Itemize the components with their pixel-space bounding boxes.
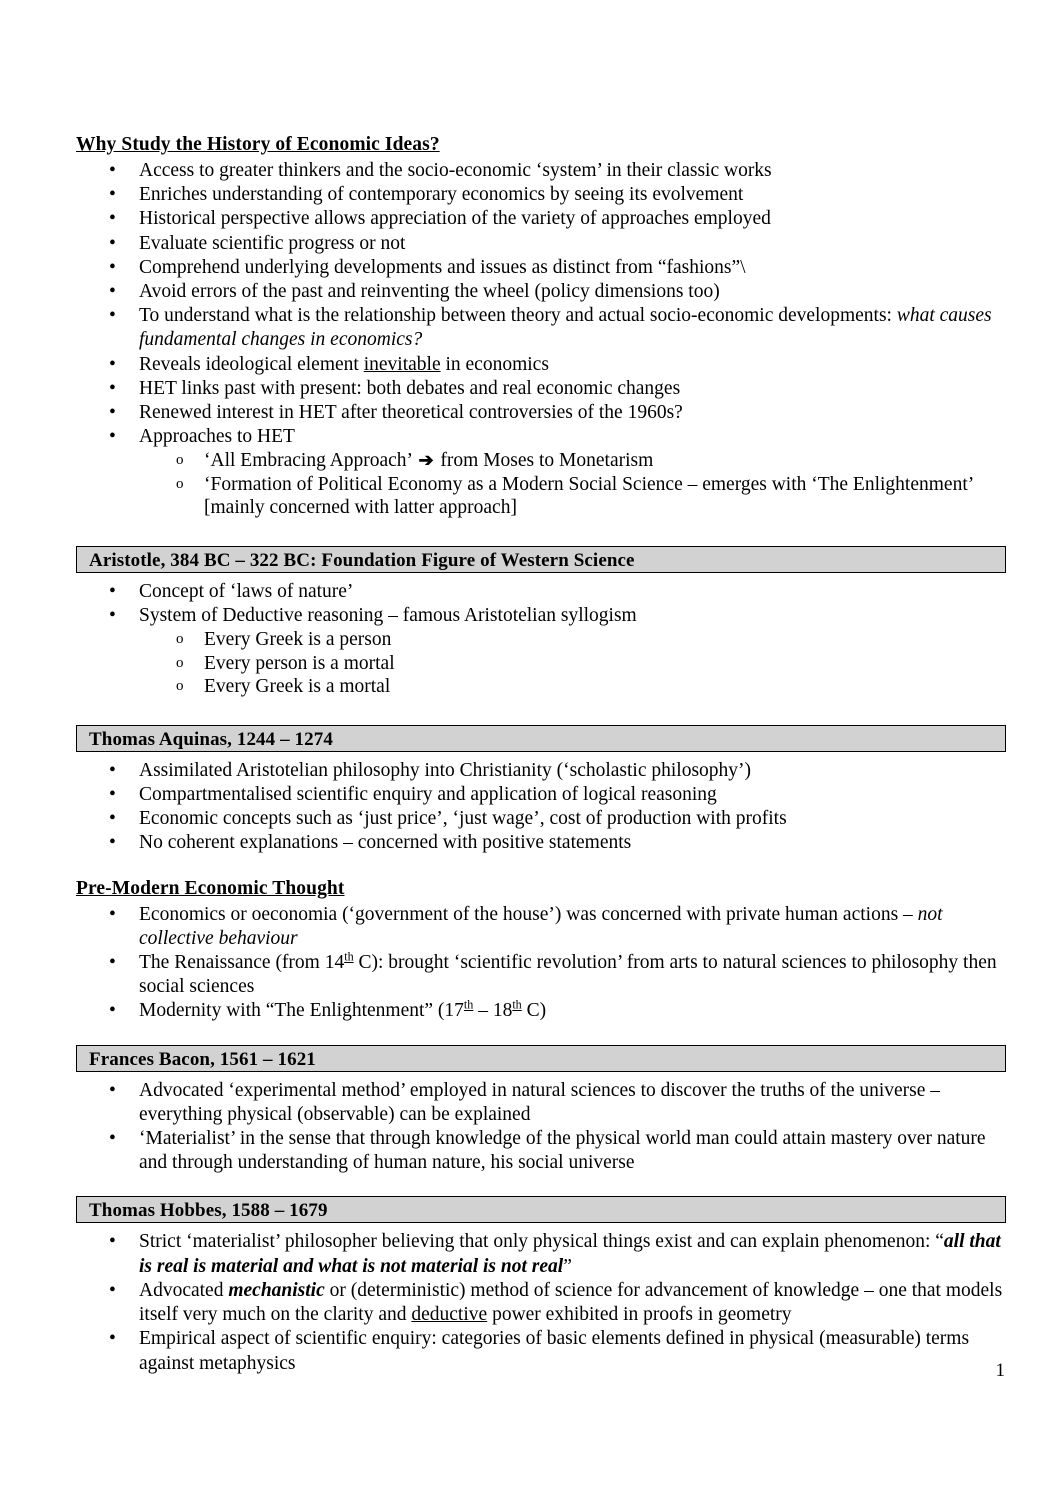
list-item-text: Avoid errors of the past and reinventing the wheel (policy dimensions too)	[139, 281, 720, 303]
circle-bullet-icon: o	[176, 631, 184, 648]
list-item	[76, 232, 1008, 256]
list-item-text: Evaluate scientific progress or not	[139, 232, 406, 254]
list-item-text-mid: – 18	[473, 1000, 513, 1022]
list-item	[76, 256, 1008, 280]
bullet-icon: •	[109, 281, 116, 303]
bullet-icon: •	[109, 759, 116, 781]
bullet-icon: •	[109, 426, 116, 448]
list-item-text: The Renaissance (from 14	[139, 952, 345, 974]
list-item-emphasis: not collective behaviour	[139, 903, 943, 949]
ordinal-suffix: th	[463, 997, 474, 1012]
list-item	[76, 353, 1008, 377]
spacer	[76, 1175, 1008, 1196]
bullet-icon: •	[109, 353, 116, 375]
syllogism-sublist	[139, 628, 1008, 699]
list-item	[76, 280, 1008, 304]
bullet-icon: •	[109, 1079, 116, 1101]
bullet-icon: •	[109, 184, 116, 206]
list-item-quote: all that is real is material and what is not material is not real	[139, 1231, 1001, 1277]
bacon-bullet-list	[76, 1079, 1008, 1176]
list-item	[76, 759, 1008, 783]
list-item-text: Renewed interest in HET after theoretical controversies of the 1960s?	[139, 402, 683, 424]
list-item-text-tail: ”	[563, 1255, 572, 1277]
list-item	[76, 401, 1008, 425]
page-number: 1	[995, 1360, 1005, 1381]
list-item	[76, 1127, 1008, 1175]
sub-list-item	[139, 675, 1008, 699]
list-item-text: Reveals ideological element	[139, 353, 364, 375]
list-item-emphasis: mechanistic	[228, 1279, 325, 1301]
list-item	[76, 183, 1008, 207]
circle-bullet-icon: o	[176, 678, 184, 695]
sub-list-item	[139, 449, 1008, 473]
list-item-text: Advocated	[139, 1279, 229, 1301]
section-header-bacon: Frances Bacon, 1561 – 1621	[76, 1045, 1006, 1072]
list-item-text: Approaches to HET	[139, 426, 295, 448]
bullet-icon: •	[109, 402, 116, 424]
approaches-sublist	[139, 449, 1008, 520]
list-item-text: Advocated ‘experimental method’ employed in natural sciences to discover the truths of the universe – everything physical (observable) can be explained	[139, 1079, 941, 1125]
list-item	[76, 304, 1008, 352]
bullet-icon: •	[109, 208, 116, 230]
sub-list-item-text: Every Greek is a person	[204, 629, 392, 651]
list-item	[76, 1079, 1008, 1127]
list-item-text: Empirical aspect of scientific enquiry: categories of basic elements defined in physical (measurable) terms against metaphysics	[139, 1328, 970, 1374]
list-item	[76, 604, 1008, 699]
list-item-text: Access to greater thinkers and the socio-economic ‘system’ in their classic works	[139, 160, 772, 181]
spacer	[76, 1072, 1008, 1079]
list-item	[76, 831, 1008, 855]
bullet-icon: •	[109, 1328, 116, 1350]
ordinal-suffix: th	[512, 997, 522, 1012]
page-title: Why Study the History of Economic Ideas?	[76, 134, 440, 155]
list-item-text: Compartmentalised scientific enquiry and application of logical reasoning	[139, 784, 717, 806]
list-item	[76, 783, 1008, 807]
aquinas-bullet-list	[76, 759, 1008, 856]
bullet-icon: •	[109, 605, 116, 627]
list-item-text: Historical perspective allows appreciation of the variety of approaches employed	[139, 208, 771, 230]
spacer	[76, 856, 1008, 877]
spacer	[76, 573, 1008, 580]
right-arrow-icon: ➔	[418, 450, 434, 471]
section-header-aristotle: Aristotle, 384 BC – 322 BC: Foundation Figure of Western Science	[76, 546, 1006, 573]
ordinal-suffix: th	[344, 949, 354, 964]
pre-modern-bullet-list	[76, 903, 1008, 1024]
list-item	[76, 1327, 1008, 1375]
bullet-icon: •	[109, 1000, 116, 1022]
sub-list-item-text: Every Greek is a mortal	[204, 676, 391, 698]
section-header-hobbes: Thomas Hobbes, 1588 – 1679	[76, 1196, 1006, 1223]
hobbes-bullet-list	[76, 1230, 1008, 1375]
aristotle-bullet-list	[76, 580, 1008, 699]
list-item-underlined: inevitable	[363, 353, 441, 375]
list-item	[76, 377, 1008, 401]
list-item-text: Strict ‘materialist’ philosopher believing that only physical things exist and can explain phenomenon: “	[139, 1231, 944, 1253]
spacer	[76, 699, 1008, 725]
list-item-text: No coherent explanations – concerned with positive statements	[139, 832, 632, 854]
list-item-text: ‘Materialist’ in the sense that through knowledge of the physical world man could attain mastery over nature and through understanding of human nature, his social universe	[139, 1128, 986, 1174]
sub-list-item-text: Every person is a mortal	[204, 652, 395, 674]
list-item-text-tail: power exhibited in proofs in geometry	[487, 1304, 792, 1326]
list-item-underlined: deductive	[411, 1304, 488, 1326]
bullet-icon: •	[109, 784, 116, 806]
list-item-text: Modernity with “The Enlightenment” (17	[139, 1000, 464, 1022]
circle-bullet-icon: o	[176, 452, 184, 469]
list-item	[76, 951, 1008, 999]
spacer	[76, 520, 1008, 546]
bullet-icon: •	[109, 952, 116, 974]
spacer	[76, 752, 1008, 759]
list-item	[76, 1279, 1008, 1327]
list-item-text: Enriches understanding of contemporary economics by seeing its evolvement	[139, 184, 744, 206]
spacer	[76, 1024, 1008, 1045]
list-item	[76, 903, 1008, 951]
circle-bullet-icon: o	[176, 654, 184, 671]
bullet-icon: •	[109, 1128, 116, 1150]
bullet-icon: •	[109, 1231, 116, 1253]
intro-bullet-list	[76, 159, 1008, 520]
list-item-text-tail: C)	[521, 1000, 547, 1022]
list-item	[76, 999, 1008, 1023]
heading-pre-modern: Pre-Modern Economic Thought	[76, 877, 345, 899]
bullet-icon: •	[109, 256, 116, 278]
bullet-icon: •	[109, 903, 116, 925]
list-item-text: To understand what is the relationship between theory and actual socio-economic developments:	[139, 305, 897, 327]
list-item-text-tail: C): brought ‘scientific revolution’ from arts to natural sciences to philosophy then social sciences	[139, 952, 997, 998]
bullet-icon: •	[109, 305, 116, 327]
list-item	[76, 159, 1008, 183]
sub-list-item	[139, 652, 1008, 676]
bullet-icon: •	[109, 160, 116, 181]
list-item	[76, 425, 1008, 520]
list-item-text: HET links past with present: both debates and real economic changes	[139, 377, 681, 399]
list-item	[76, 1230, 1008, 1278]
document-body	[76, 133, 1008, 1376]
sub-list-item	[139, 473, 1008, 520]
bullet-icon: •	[109, 1279, 116, 1301]
section-header-aquinas: Thomas Aquinas, 1244 – 1274	[76, 725, 1006, 752]
list-item-emphasis: what causes fundamental changes in economics?	[139, 305, 992, 351]
bullet-icon: •	[109, 808, 116, 830]
sub-list-item-text: ‘All Embracing Approach’	[204, 450, 417, 472]
sub-list-item-text: ‘Formation of Political Economy as a Modern Social Science – emerges with ‘The Enlightenment’ [mainly concerned with latter approach]	[204, 473, 973, 519]
list-item-text: Concept of ‘laws of nature’	[139, 580, 354, 602]
spacer	[76, 1223, 1008, 1230]
list-item-text: Assimilated Aristotelian philosophy into Christianity (‘scholastic philosophy’)	[139, 759, 752, 781]
list-item	[76, 207, 1008, 231]
list-item	[76, 580, 1008, 604]
list-item-text: Comprehend underlying developments and issues as distinct from “fashions”\	[139, 256, 746, 278]
bullet-icon: •	[109, 232, 116, 254]
list-item-text-mid: or (deterministic) method of science for advancement of knowledge – one that models itself very much on the clarity and	[139, 1279, 1003, 1326]
bullet-icon: •	[109, 377, 116, 399]
bullet-icon: •	[109, 580, 116, 602]
list-item-text: Economics or oeconomia (‘government of the house’) was concerned with private human actions –	[139, 903, 918, 925]
sub-list-item	[139, 628, 1008, 652]
list-item	[76, 807, 1008, 831]
sub-list-item-text-tail: from Moses to Monetarism	[435, 450, 654, 472]
bullet-icon: •	[109, 832, 116, 854]
circle-bullet-icon: o	[176, 475, 184, 492]
list-item-text: System of Deductive reasoning – famous Aristotelian syllogism	[139, 605, 637, 627]
list-item-text: Economic concepts such as ‘just price’, ‘just wage’, cost of production with profits	[139, 808, 787, 830]
list-item-text-tail: in economics	[440, 353, 549, 375]
